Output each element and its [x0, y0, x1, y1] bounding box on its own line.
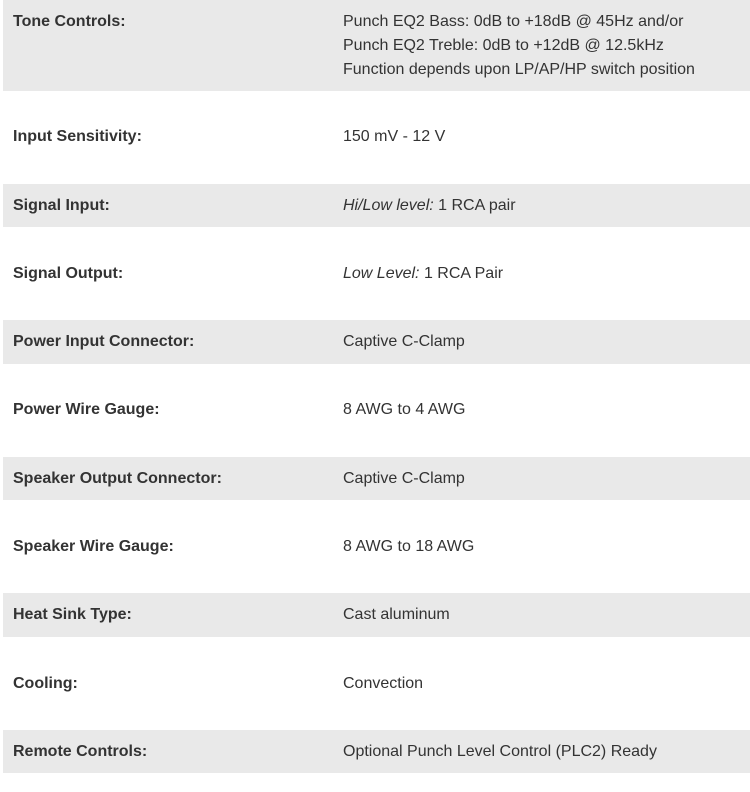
spec-value: 8 AWG to 4 AWG: [343, 401, 466, 418]
spec-value: Convection: [343, 675, 424, 692]
spec-value: [343, 262, 750, 320]
spec-row-signal-output: [3, 227, 750, 320]
spec-row-speaker-output-connector: [3, 457, 750, 500]
spec-table: [3, 0, 750, 773]
spec-row-power-wire-gauge: [3, 364, 750, 457]
spec-label: Input Sensitivity:: [13, 128, 142, 145]
spec-label: Cooling:: [13, 675, 78, 692]
spec-value: Captive C-Clamp: [343, 470, 465, 487]
spec-row-heat-sink-type: [3, 593, 750, 637]
spec-label: Heat Sink Type:: [13, 606, 132, 623]
spec-value-line: Punch EQ2 Bass: 0dB to +18dB @ 45Hz and/or: [343, 13, 684, 30]
spec-row-tone-controls: [3, 0, 750, 91]
spec-row-input-sensitivity: [3, 91, 750, 184]
spec-label: Tone Controls:: [13, 13, 126, 30]
spec-value-text: 1 RCA pair: [433, 197, 516, 214]
spec-label: Signal Input:: [13, 197, 110, 214]
spec-row-cooling: [3, 637, 750, 730]
spec-value-line: Punch EQ2 Treble: 0dB to +12dB @ 12.5kHz: [343, 37, 664, 54]
spec-value: Cast aluminum: [343, 606, 450, 623]
spec-label: Power Wire Gauge:: [13, 401, 160, 418]
spec-value-text: 1 RCA Pair: [419, 265, 504, 282]
spec-label: Signal Output:: [13, 265, 124, 282]
spec-value: Optional Punch Level Control (PLC2) Ready: [343, 743, 657, 760]
spec-value: Captive C-Clamp: [343, 333, 465, 350]
spec-label: Power Input Connector:: [13, 333, 195, 350]
spec-value-qualifier: Low Level:: [343, 265, 420, 282]
spec-value: [343, 10, 750, 91]
spec-value: 8 AWG to 18 AWG: [343, 538, 475, 555]
spec-value: [343, 194, 750, 227]
spec-value-line: Function depends upon LP/AP/HP switch position: [343, 61, 695, 78]
spec-value-qualifier: Hi/Low level:: [343, 197, 434, 214]
spec-row-power-input-connector: [3, 320, 750, 364]
spec-row-speaker-wire-gauge: [3, 500, 750, 593]
spec-label: Speaker Wire Gauge:: [13, 538, 174, 555]
spec-label: Speaker Output Connector:: [13, 470, 222, 487]
spec-value: 150 mV - 12 V: [343, 128, 446, 145]
spec-row-remote-controls: [3, 730, 750, 773]
spec-label: Remote Controls:: [13, 743, 148, 760]
spec-row-signal-input: [3, 184, 750, 227]
